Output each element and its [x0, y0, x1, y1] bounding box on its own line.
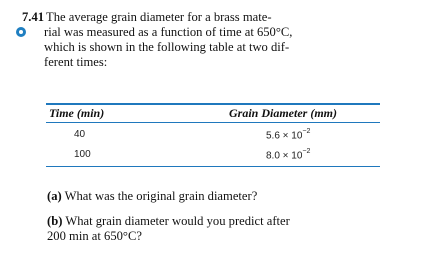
table-cell-diameter: [266, 149, 310, 161]
header-grain-diameter: Grain Diameter (mm): [229, 106, 337, 120]
question-b-text-line-2: 200 min at 650°C?: [47, 229, 142, 243]
table-top-rule: [46, 103, 380, 105]
problem-line-4: ferent times:: [44, 55, 108, 69]
table-cell-time: 40: [74, 129, 86, 140]
question-a: [47, 189, 257, 204]
problem-line-3: which is shown in the following table at two dif-: [44, 40, 290, 54]
question-b-text-line-1: What grain diameter would you predict after: [62, 214, 290, 228]
problem-number: 7.41: [22, 10, 45, 24]
question-b-label: (b): [47, 214, 63, 228]
question-a-label: (a): [47, 189, 62, 203]
question-b: [47, 214, 290, 229]
diameter-exponent: −2: [302, 128, 311, 135]
problem-line-2: rial was measured as a function of time at 650°C,: [44, 25, 293, 39]
diameter-exponent: −2: [302, 148, 311, 155]
problem-line-1: The average grain diameter for a brass mate-: [46, 10, 272, 24]
table-bottom-rule: [46, 166, 380, 167]
bullet-icon: [16, 27, 26, 37]
table-header-rule: [46, 122, 380, 123]
question-a-text: What was the original grain diameter?: [61, 189, 258, 203]
diameter-mantissa: 8.0 × 10: [266, 150, 303, 162]
table-cell-diameter: [266, 129, 310, 141]
header-time: Time (min): [49, 106, 105, 120]
diameter-mantissa: 5.6 × 10: [266, 130, 303, 142]
table-cell-time: 100: [74, 149, 91, 160]
